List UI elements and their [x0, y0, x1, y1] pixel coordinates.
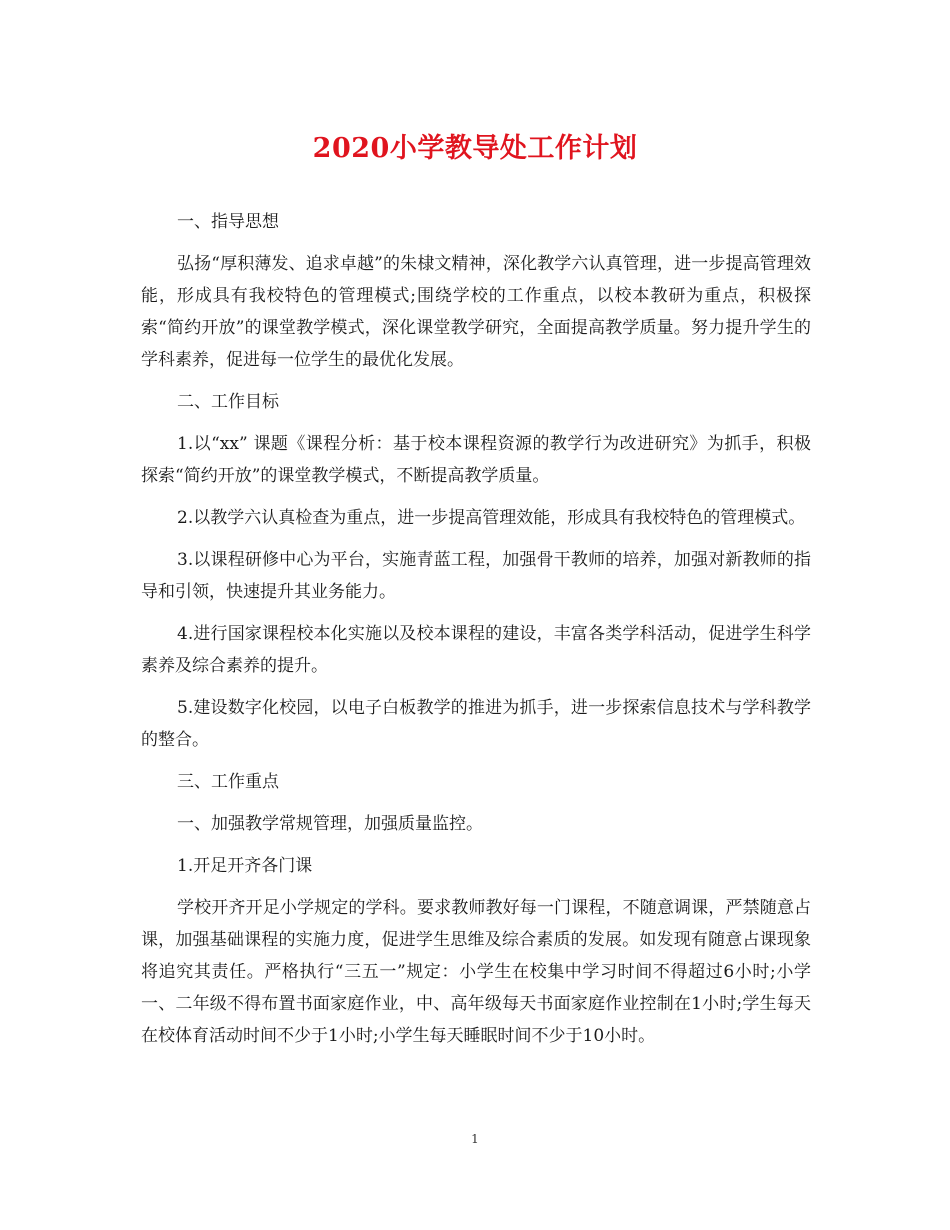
document-body	[141, 206, 811, 1062]
document-title: 2020小学教导处工作计划	[312, 133, 638, 164]
subheading-routine-management: 一、加强教学常规管理，加强质量监控。	[177, 814, 483, 834]
subheading-full-curriculum: 1.开足开齐各门课	[177, 856, 313, 876]
paragraph-full-curriculum: 学校开齐开足小学规定的学科。要求教师教好每一门课程，不随意调课，严禁随意占课，加强基础课程的实施力度，促进学生思维及综合素质的发展。如发现有随意占课现象将追究其责任。严格执行“三五一”规定：小学生在校集中学习时间不得超过6小时;小学一、二年级不得布置书面家庭作业，中、高年级每天书面家庭作业控制在1小时;学生每天在校体育活动时间不少于1小时;小学生每天睡眠时间不少于10小时。	[141, 898, 811, 1046]
heading-work-goals: 二、工作目标	[177, 392, 279, 412]
goal-item-1: 1.以“xx” 课题《课程分析：基于校本课程资源的教学行为改进研究》为抓手，积极探索“简约开放”的课堂教学模式，不断提高教学质量。	[141, 434, 811, 486]
heading-work-focus: 三、工作重点	[177, 772, 279, 792]
goal-item-4: 4.进行国家课程校本化实施以及校本课程的建设，丰富各类学科活动，促进学生科学素养及综合素养的提升。	[141, 624, 811, 676]
page-number: 1	[471, 1132, 479, 1146]
goal-item-2: 2.以教学六认真检查为重点，进一步提高管理效能，形成具有我校特色的管理模式。	[177, 508, 806, 528]
heading-guiding-ideology: 一、指导思想	[177, 212, 279, 232]
paragraph-guiding-ideology: 弘扬“厚积薄发、追求卓越”的朱棣文精神，深化教学六认真管理，进一步提高管理效能，形成具有我校特色的管理模式;围绕学校的工作重点，以校本教研为重点，积极探索“简约开放”的课堂教学模式，深化课堂教学研究，全面提高教学质量。努力提升学生的学科素养，促进每一位学生的最优化发展。	[141, 254, 811, 370]
goal-item-3: 3.以课程研修中心为平台，实施青蓝工程，加强骨干教师的培养，加强对新教师的指导和引领，快速提升其业务能力。	[141, 550, 811, 602]
goal-item-5: 5.建设数字化校园，以电子白板教学的推进为抓手，进一步探索信息技术与学科教学的整合。	[141, 698, 811, 750]
